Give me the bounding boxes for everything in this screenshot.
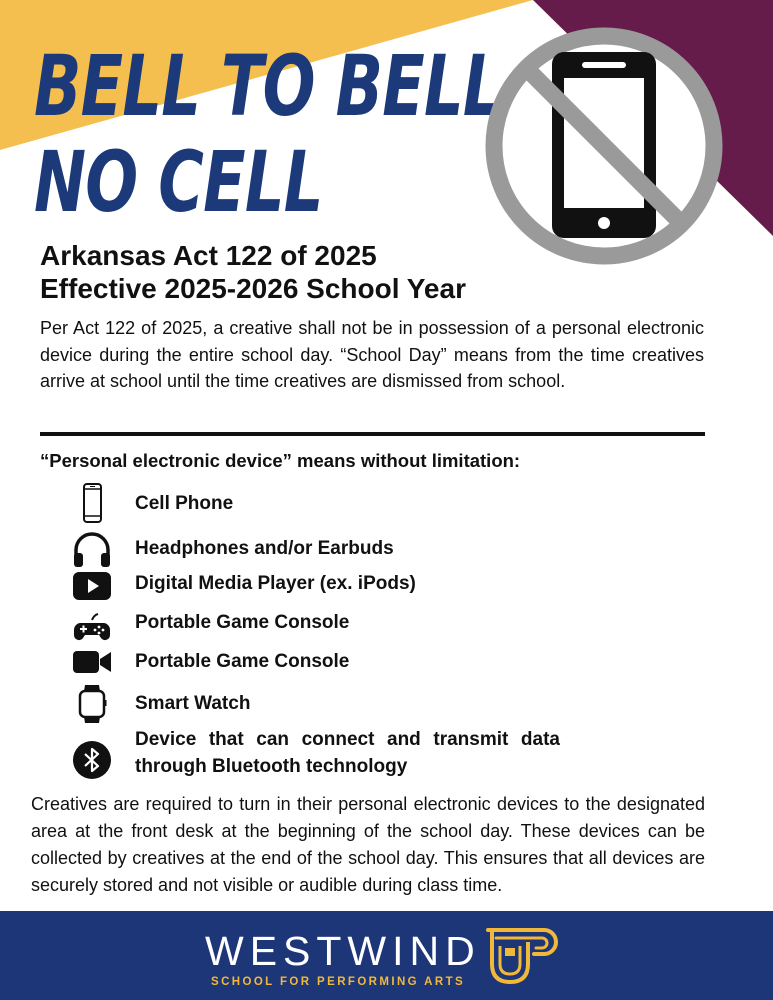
list-item-label: Device that can connect and transmit data through Bluetooth technology [135,729,560,777]
headline-line-1: BELL TO BELL [34,37,502,135]
intro-paragraph: Per Act 122 of 2025, a creative shall not be in possession of a personal electronic device during the entire school day. “School Day” means from the time creatives arrive at school until the time creatives are dismissed from school. [40,318,704,391]
list-item-label: Headphones and/or Earbuds [135,538,394,559]
brand-tagline: SCHOOL FOR PERFORMING ARTS [211,976,466,988]
list-item-label: Cell Phone [135,493,234,514]
headphones-icon [72,530,112,570]
smart-watch-icon [72,684,112,724]
list-item-label: Portable Game Console [135,651,350,672]
cell-phone-icon [72,483,112,523]
play-button-icon [72,566,112,606]
westwind-logo-icon [484,924,560,986]
list-item-label: Portable Game Console [135,612,350,633]
section-divider [40,432,705,436]
brand-name: WESTWIND [205,928,481,974]
headline-line-2: NO CELL [34,133,323,231]
outro-paragraph: Creatives are required to turn in their personal electronic devices to the designated area at the front desk at the beginning of the school day. These devices can be collected by creatives at the end of the school day. This ensures that all devices are securely stored and not visible or audible during class time. [31,794,705,895]
bluetooth-icon [72,740,112,780]
act-effective-date: Effective 2025-2026 School Year [40,273,466,304]
list-item-label: Smart Watch [135,693,251,714]
list-item-label: Digital Media Player (ex. iPods) [135,573,416,594]
act-title: Arkansas Act 122 of 2025 [40,240,377,271]
no-phone-icon [476,18,732,274]
video-camera-icon [72,642,112,682]
device-list-heading: “Personal electronic device” means without limitation: [40,450,521,471]
